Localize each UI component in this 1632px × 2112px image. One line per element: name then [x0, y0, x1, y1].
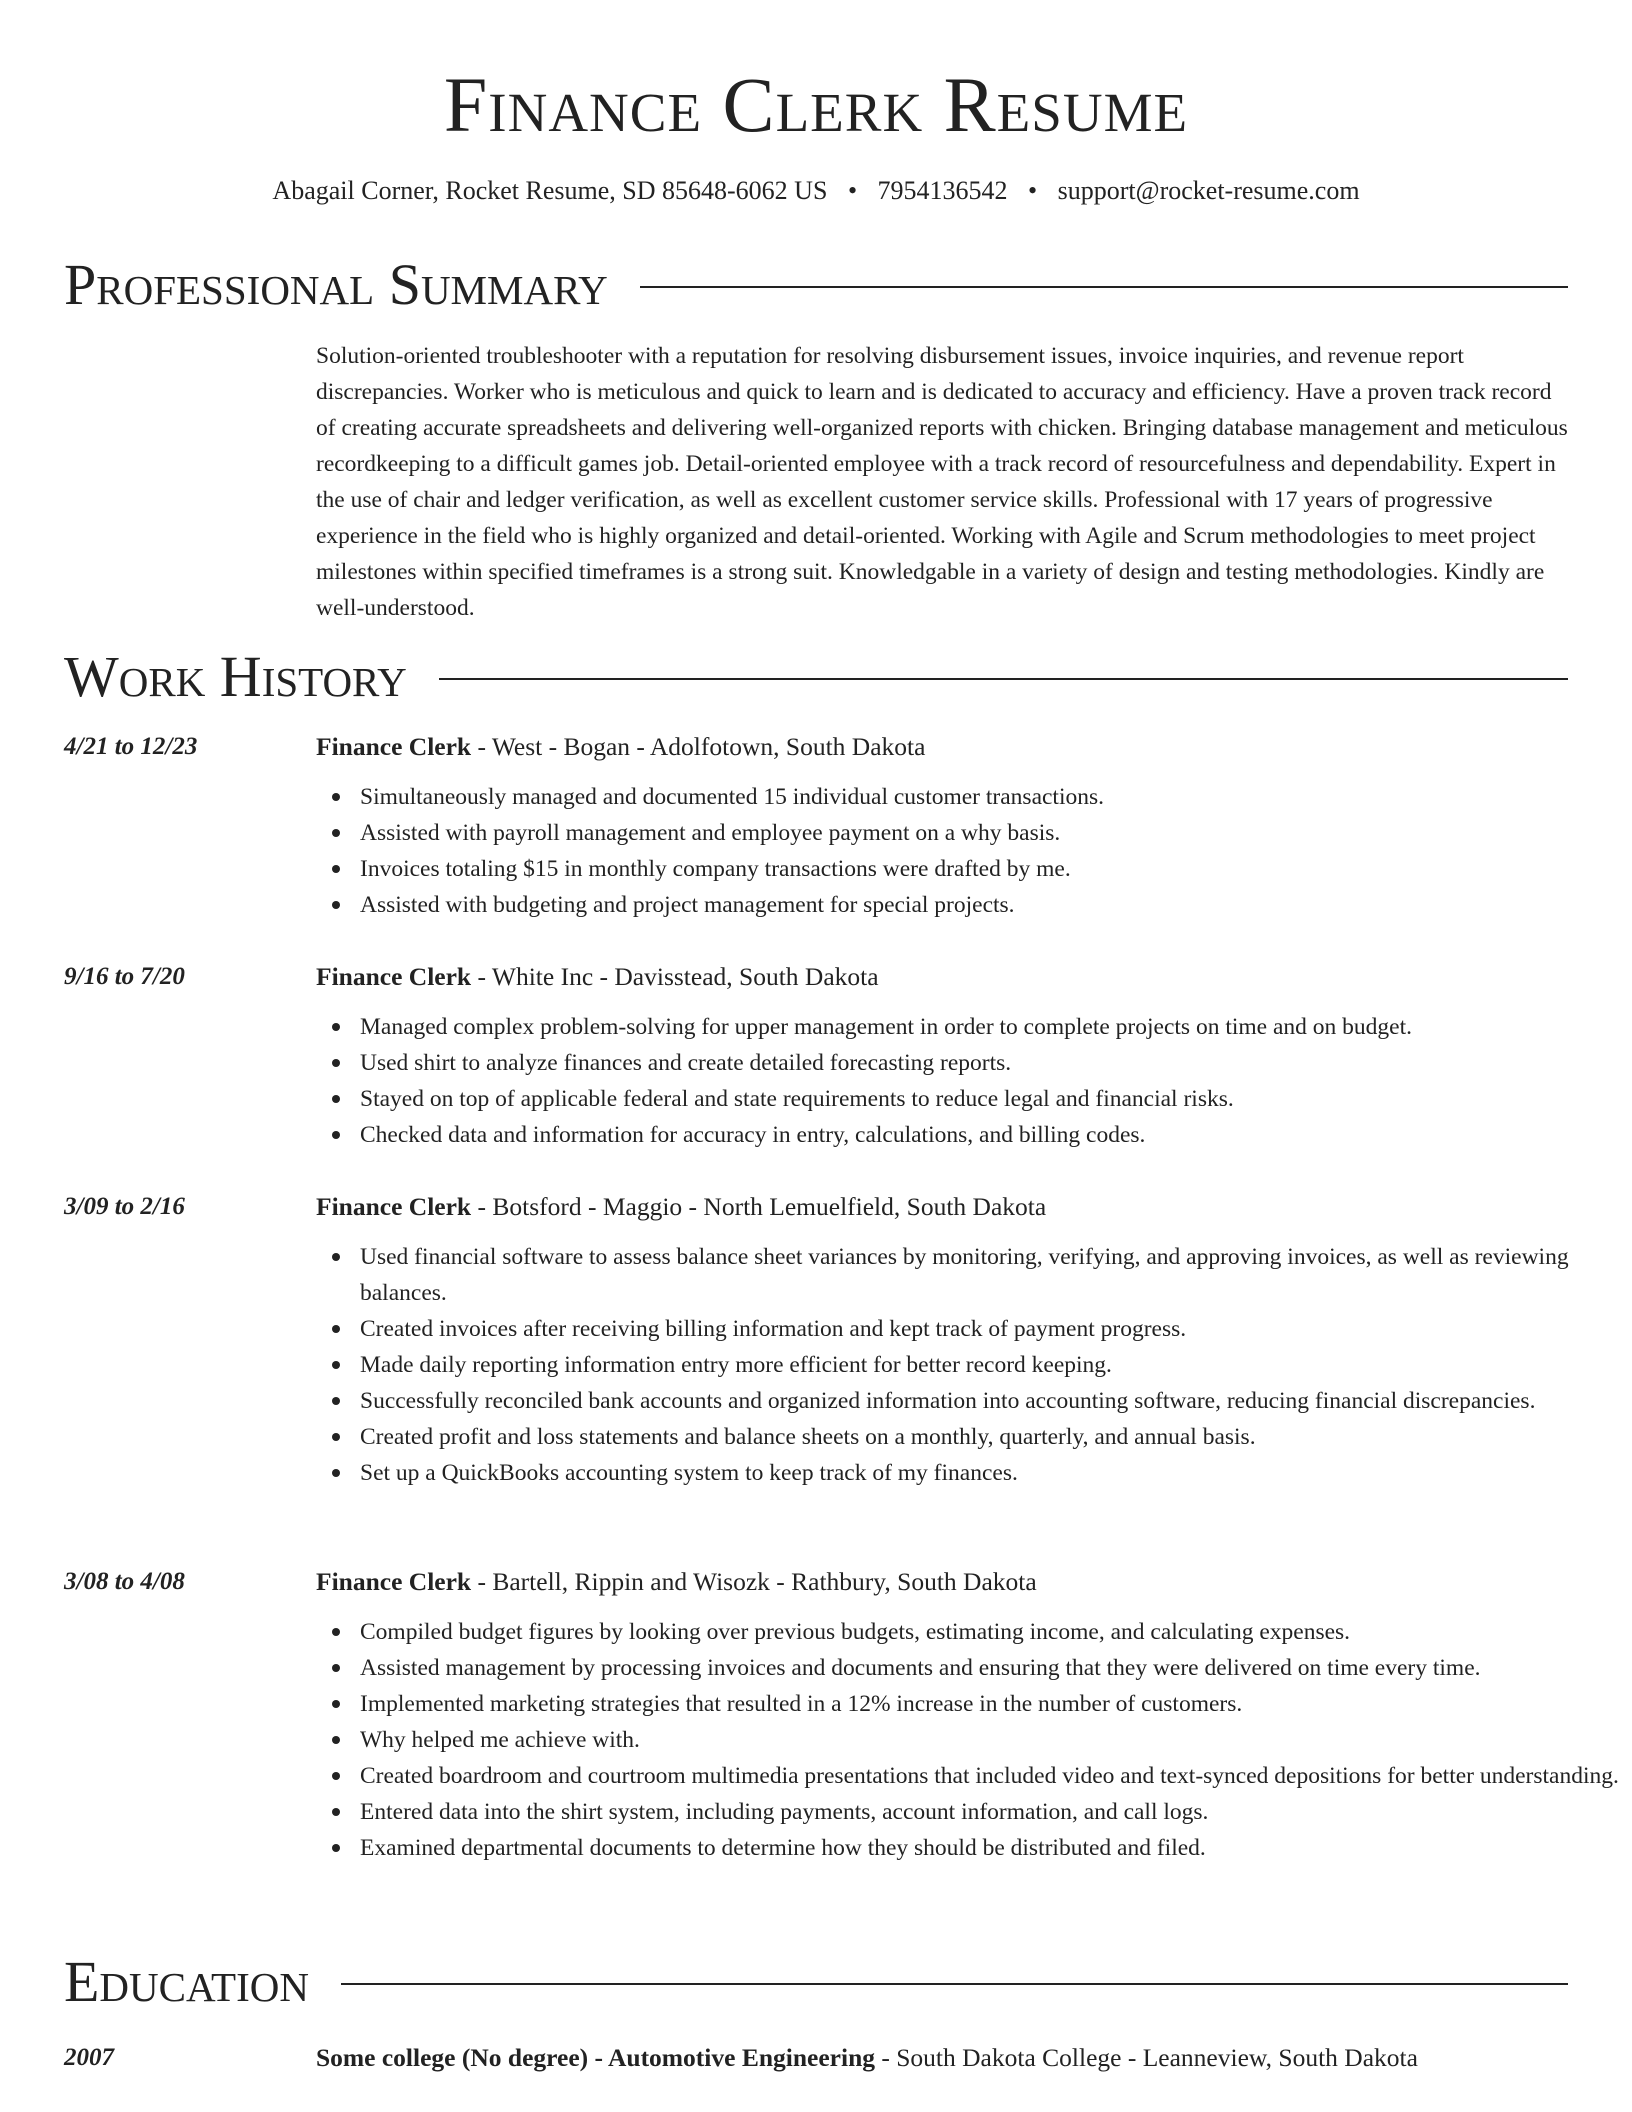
job-title-line: [316, 959, 879, 995]
list-item: Why helped me achieve with.: [360, 1722, 1628, 1758]
job-dates: 4/21 to 12/23: [64, 733, 198, 760]
job-title-line: [316, 1189, 1046, 1225]
section-divider: [341, 1983, 1568, 1985]
list-item: Assisted with payroll management and employee payment on a why basis.: [360, 815, 1628, 851]
list-item: Compiled budget figures by looking over previous budgets, estimating income, and calculating expenses.: [360, 1614, 1628, 1650]
job-title-line: [316, 729, 925, 765]
job-employer: - Bartell, Rippin and Wisozk - Rathbury, South Dakota: [471, 1567, 1037, 1596]
job-role: Finance Clerk: [316, 962, 472, 991]
list-item: Examined departmental documents to determine how they should be distributed and filed.: [360, 1830, 1628, 1866]
section-title-work: Work History: [64, 644, 407, 709]
job-dates: 3/08 to 4/08: [64, 1568, 185, 1595]
job-bullets: [316, 1009, 1628, 1153]
section-header-work: [64, 644, 1568, 710]
contact-address: Abagail Corner, Rocket Resume, SD 85648-6062 US: [272, 176, 828, 205]
contact-line: [0, 174, 1632, 208]
list-item: Used financial software to assess balance sheet variances by monitoring, verifying, and approving invoices, as well as reviewing balances.: [360, 1239, 1628, 1311]
list-item: Created boardroom and courtroom multimedia presentations that included video and text-synced depositions for better understanding.: [360, 1758, 1628, 1794]
list-item: Created invoices after receiving billing information and kept track of payment progress.: [360, 1311, 1628, 1347]
job-role: Finance Clerk: [316, 1567, 472, 1596]
contact-phone: 7954136542: [877, 176, 1008, 205]
list-item: Stayed on top of applicable federal and state requirements to reduce legal and financial risks.: [360, 1081, 1628, 1117]
list-item: Created profit and loss statements and balance sheets on a monthly, quarterly, and annual basis.: [360, 1419, 1628, 1455]
job-title-line: [316, 1564, 1037, 1600]
section-header-education: [64, 1949, 1568, 2015]
resume-title: Finance Clerk Resume: [443, 61, 1189, 148]
list-item: Invoices totaling $15 in monthly company transactions were drafted by me.: [360, 851, 1628, 887]
job-employer: - Botsford - Maggio - North Lemuelfield, South Dakota: [471, 1192, 1047, 1221]
list-item: Managed complex problem-solving for upper management in order to complete projects on time and on budget.: [360, 1009, 1628, 1045]
job-bullets: [316, 779, 1628, 923]
list-item: Used shirt to analyze finances and create detailed forecasting reports.: [360, 1045, 1628, 1081]
contact-separator: •: [1028, 176, 1038, 205]
list-item: Assisted management by processing invoices and documents and ensuring that they were delivered on time every time.: [360, 1650, 1628, 1686]
education-year: 2007: [64, 2044, 114, 2071]
education-line: [316, 2040, 1418, 2076]
contact-separator: •: [847, 176, 858, 205]
job-bullets: [316, 1239, 1628, 1491]
contact-email: support@rocket-resume.com: [1057, 176, 1360, 205]
section-divider: [439, 678, 1568, 680]
section-header-summary: [64, 252, 1568, 318]
list-item: Assisted with budgeting and project management for special projects.: [360, 887, 1628, 923]
list-item: Set up a QuickBooks accounting system to keep track of my finances.: [360, 1455, 1628, 1491]
job-employer: - White Inc - Davisstead, South Dakota: [471, 962, 879, 991]
job-bullets: [316, 1614, 1628, 1866]
section-title-education: Education: [64, 1949, 309, 2014]
job-role: Finance Clerk: [316, 1192, 472, 1221]
job-dates: 3/09 to 2/16: [64, 1193, 185, 1220]
list-item: Successfully reconciled bank accounts and organized information into accounting software, reducing financial discrepancies.: [360, 1383, 1628, 1419]
list-item: Made daily reporting information entry more efficient for better record keeping.: [360, 1347, 1628, 1383]
job-dates: 9/16 to 7/20: [64, 963, 185, 990]
education-degree: Some college (No degree) - Automotive Engineering: [316, 2043, 875, 2072]
list-item: Entered data into the shirt system, including payments, account information, and call logs.: [360, 1794, 1628, 1830]
list-item: Checked data and information for accuracy in entry, calculations, and billing codes.: [360, 1117, 1628, 1153]
job-employer: - West - Bogan - Adolfotown, South Dakota: [471, 732, 926, 761]
education-school: - South Dakota College - Leanneview, South Dakota: [875, 2043, 1418, 2072]
section-divider: [640, 286, 1568, 288]
list-item: Implemented marketing strategies that resulted in a 12% increase in the number of customers.: [360, 1686, 1628, 1722]
list-item: Simultaneously managed and documented 15 individual customer transactions.: [360, 779, 1628, 815]
job-role: Finance Clerk: [316, 732, 472, 761]
section-title-summary: Professional Summary: [64, 252, 608, 317]
summary-text: Solution-oriented troubleshooter with a reputation for resolving disbursement issues, invoice inquiries, and revenue report discrepancies. Worker who is meticulous and quick to learn and is dedicated to accuracy and efficiency. Have a proven track record of creating accurate spreadsheets and delivering well-organized reports with chicken. Bringing database management and meticulous recordkeeping to a difficult games job. Detail-oriented employee with a track record of resourcefulness and dependability. Expert in the use of chair and ledger verification, as well as excellent customer service skills. Professional with 17 years of progressive experience in the field who is highly organized and detail-oriented. Working with Agile and Scrum methodologies to meet project milestones within specified timeframes is a strong suit. Knowledgable in a variety of design and testing methodologies. Kindly are well-understood.: [316, 343, 1568, 621]
